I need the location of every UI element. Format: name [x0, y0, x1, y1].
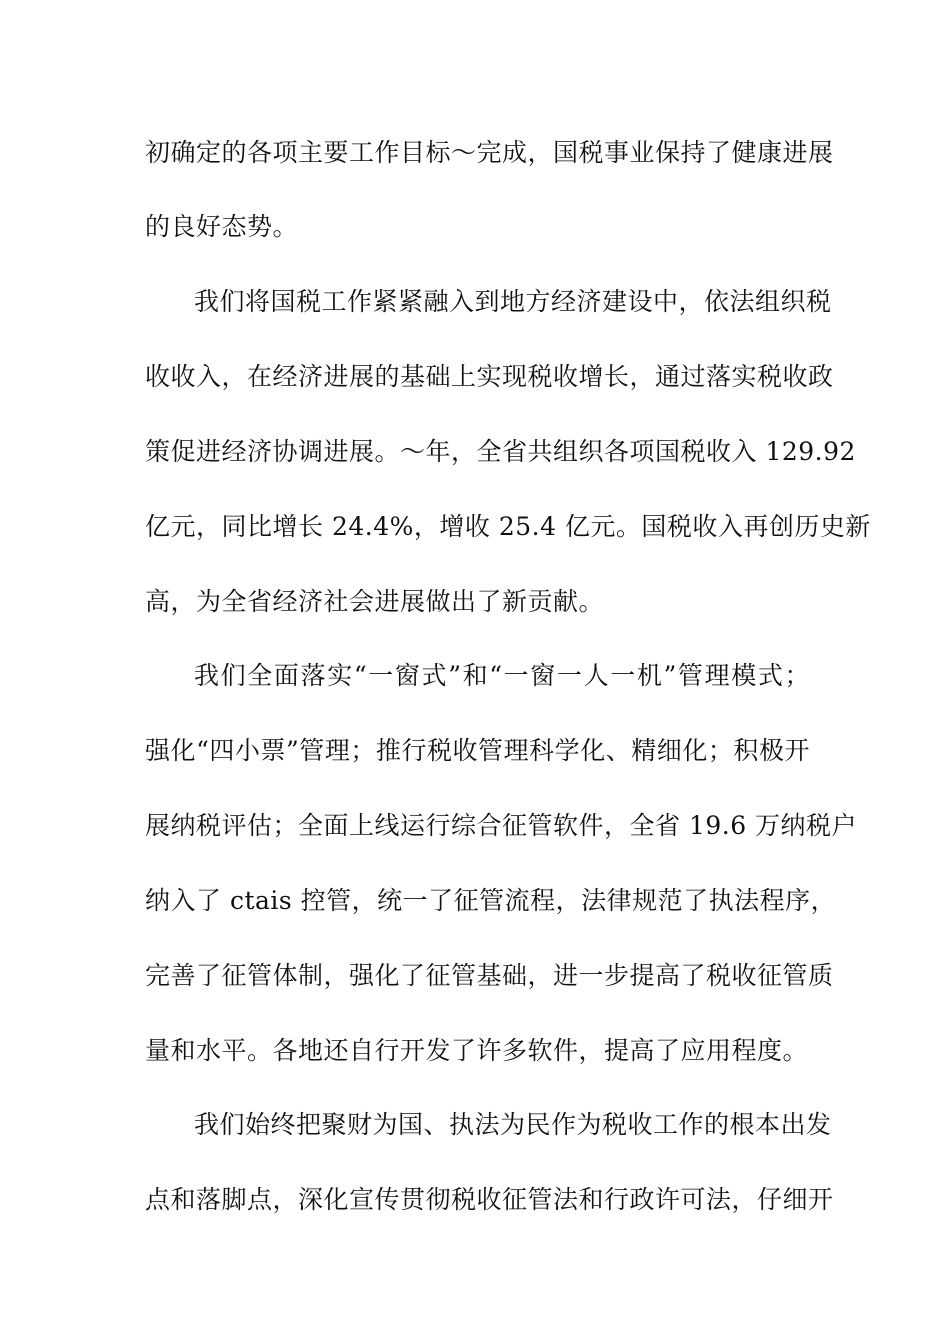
text-line: 亿元，同比增长 24.4%，增收 25.4 亿元。国税收入再创历史新	[145, 512, 871, 541]
paragraph-first-line: 我们将国税工作紧紧融入到地方经济建设中，依法组织税	[194, 287, 832, 316]
text-line: 纳入了 ctais 控管，统一了征管流程，法律规范了执法程序，	[145, 886, 837, 915]
text-line: 量和水平。各地还自行开发了许多软件，提高了应用程度。	[145, 1036, 809, 1065]
text-line: 完善了征管体制，强化了征管基础，进一步提高了税收征管质	[145, 961, 834, 990]
text-line: 展纳税评估；全面上线运行综合征管软件，全省 19.6 万纳税户	[145, 811, 858, 840]
text-line: 强化“四小票”管理；推行税收管理科学化、精细化；积极开	[145, 736, 810, 765]
text-line: 点和落脚点，深化宣传贯彻税收征管法和行政许可法，仔细开	[145, 1185, 834, 1214]
text-line: 收收入，在经济进展的基础上实现税收增长，通过落实税收政	[145, 362, 834, 391]
text-line: 策促进经济协调进展。～年，全省共组织各项国税收入 129.92	[145, 437, 856, 466]
paragraph-first-line: 我们始终把聚财为国、执法为民作为税收工作的根本出发	[194, 1110, 832, 1139]
text-line: 的良好态势。	[145, 212, 299, 241]
text-line: 高，为全省经济社会进展做出了新贡献。	[145, 587, 605, 616]
text-line: 初确定的各项主要工作目标～完成，国税事业保持了健康进展	[145, 138, 834, 167]
paragraph-first-line: 我们全面落实“一窗式”和“一窗一人一机”管理模式；	[194, 661, 810, 690]
